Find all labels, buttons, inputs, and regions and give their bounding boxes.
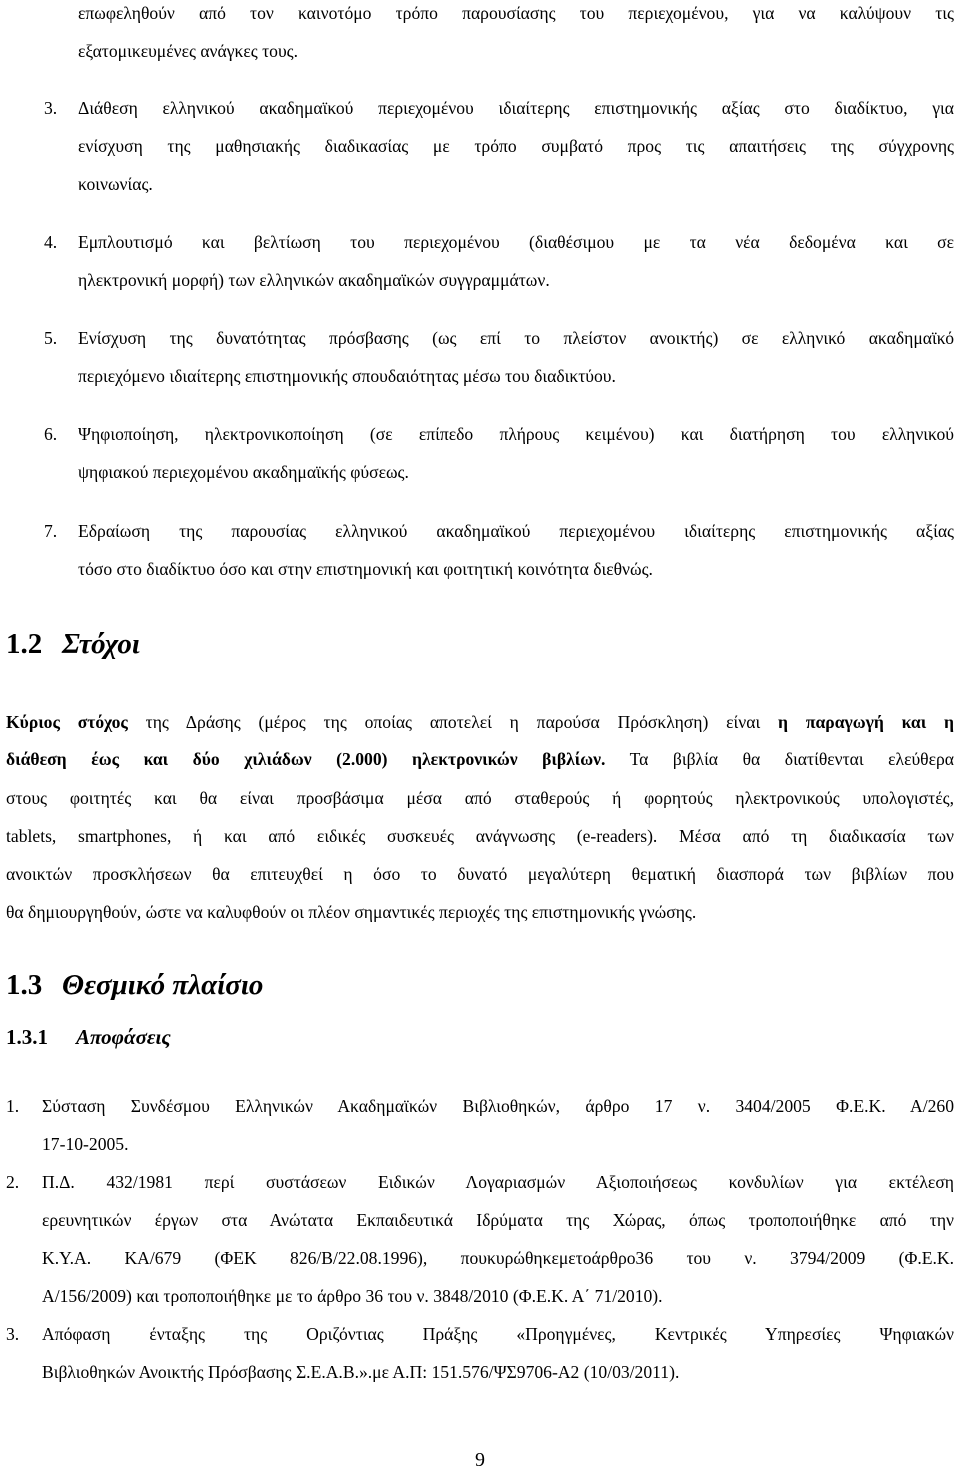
paragraph-line: θα δημιουργηθούν, ώστε να καλυφθούν οι πλέον σημαντικές περιοχές της επιστημονικής γνώσης. [6, 902, 697, 922]
list-item-line: ερευνητικών έργων στα Ανώτατα Εκπαιδευτικά Ιδρύματα της Χώρας, όπως τροποποιήθηκε από την [42, 1210, 954, 1230]
text-run: της Δράσης (μέρος της οποίας αποτελεί η παρούσα Πρόσκληση) είναι [127, 712, 779, 732]
list-item-line: Κ.Υ.Α. ΚΑ/679 (ΦΕΚ 826/Β/22.08.1996), πουκυρώθηκεμετοάρθρο36 του ν. 3794/2009 (Φ.Ε.Κ. [42, 1248, 954, 1268]
section-number: 1.2 [6, 628, 43, 660]
text-run: Τα βιβλία θα διατίθενται ελεύθερα [605, 749, 954, 769]
bold-phrase: διάθεση έως και δύο χιλιάδων (2.000) ηλεκτρονικών βιβλίων. [6, 749, 606, 769]
list-number: 4. [44, 232, 58, 252]
section-heading [6, 968, 263, 1002]
paragraph-line: ανοικτών προσκλήσεων θα επιτευχθεί η όσο το δυνατό μεγαλύτερη θεματική διασπορά των βιβλίων που [6, 864, 954, 884]
list-item-line: Σύσταση Συνδέσμου Ελληνικών Ακαδημαϊκών Βιβλιοθηκών, άρθρο 17 ν. 3404/2005 Φ.Ε.Κ. Α/260 [42, 1096, 954, 1116]
section-title: Στόχοι [62, 628, 140, 660]
list-number: 3. [44, 98, 58, 118]
list-number: 6. [44, 424, 58, 444]
list-item-line: Διάθεση ελληνικού ακαδημαϊκού περιεχομένου ιδιαίτερης επιστημονικής αξίας στο διαδίκτυο, για [78, 98, 954, 118]
subsection-heading [6, 1024, 171, 1050]
section-heading [6, 627, 140, 661]
list-number: 1. [6, 1096, 20, 1116]
list-item-line: ψηφιακού περιεχομένου ακαδημαϊκής φύσεως. [78, 462, 409, 482]
list-item-line: κοινωνίας. [78, 174, 153, 194]
list-item-line: Ενίσχυση της δυνατότητας πρόσβασης (ως επί το πλείστον ανοικτής) σε ελληνικό ακαδημαϊκό [78, 328, 954, 348]
section-title: Θεσμικό πλαίσιο [62, 969, 264, 1001]
list-number: 7. [44, 521, 58, 541]
list-number: 5. [44, 328, 58, 348]
list-item-line: τόσο στο διαδίκτυο όσο και στην επιστημονική και φοιτητική κοινότητα διεθνώς. [78, 559, 653, 579]
bold-phrase: Κύριος στόχος [6, 712, 128, 732]
page-number: 9 [475, 1449, 485, 1471]
list-item-line: ηλεκτρονική μορφή) των ελληνικών ακαδημαϊκών συγγραμμάτων. [78, 270, 550, 290]
list-item-line: ενίσχυση της μαθησιακής διαδικασίας με τρόπο συμβατό προς τις απαιτήσεις της σύγχρονης [78, 136, 954, 156]
bold-phrase: η παραγωγή και η [778, 712, 954, 732]
paragraph-line [6, 711, 954, 733]
paragraph-line [6, 748, 954, 770]
body-line: επωφεληθούν από τον καινοτόμο τρόπο παρουσίασης του περιεχομένου, για να καλύψουν τις [78, 3, 954, 23]
list-item-line: περιεχόμενο ιδιαίτερης επιστημονικής σπουδαιότητας μέσω του διαδικτύου. [78, 366, 616, 386]
list-number: 2. [6, 1172, 20, 1192]
list-item-line: Ψηφιοποίηση, ηλεκτρονικοποίηση (σε επίπεδο πλήρους κειμένου) και διατήρηση του ελληνικού [78, 424, 954, 444]
section-number: 1.3 [6, 969, 43, 1001]
list-item-line: Βιβλιοθηκών Ανοικτής Πρόσβασης Σ.Ε.Α.Β.».με Α.Π: 151.576/ΨΣ9706-Α2 (10/03/2011). [42, 1362, 680, 1382]
list-item-line: Α/156/2009) και τροποποιήθηκε με το άρθρο 36 του ν. 3848/2010 (Φ.Ε.Κ. Α΄ 71/2010). [42, 1286, 663, 1306]
subsection-title: Αποφάσεις [76, 1025, 171, 1049]
list-item-line: 17-10-2005. [42, 1134, 129, 1154]
list-item-line: Π.Δ. 432/1981 περί συστάσεων Ειδικών Λογαριασμών Αξιοποιήσεως κονδυλίων για εκτέλεση [42, 1172, 954, 1192]
paragraph-line: tablets, smartphones, ή και από ειδικές συσκευές ανάγνωσης (e-readers). Μέσα από τη διαδικασία των [6, 826, 954, 846]
list-item-line: Εδραίωση της παρουσίας ελληνικού ακαδημαϊκού περιεχομένου ιδιαίτερης επιστημονικής αξίας [78, 521, 954, 541]
subsection-number: 1.3.1 [6, 1025, 48, 1049]
list-number: 3. [6, 1324, 20, 1344]
body-line: εξατομικευμένες ανάγκες τους. [78, 41, 299, 61]
list-item-line: Εμπλουτισμό και βελτίωση του περιεχομένου (διαθέσιμου με τα νέα δεδομένα και σε [78, 232, 954, 252]
list-item-line: Απόφαση ένταξης της Οριζόντιας Πράξης «Προηγμένες, Κεντρικές Υπηρεσίες Ψηφιακών [42, 1324, 954, 1344]
paragraph-line: στους φοιτητές και θα είναι προσβάσιμα μέσα από σταθερούς ή φορητούς ηλεκτρονικούς υπολογιστές, [6, 788, 954, 808]
